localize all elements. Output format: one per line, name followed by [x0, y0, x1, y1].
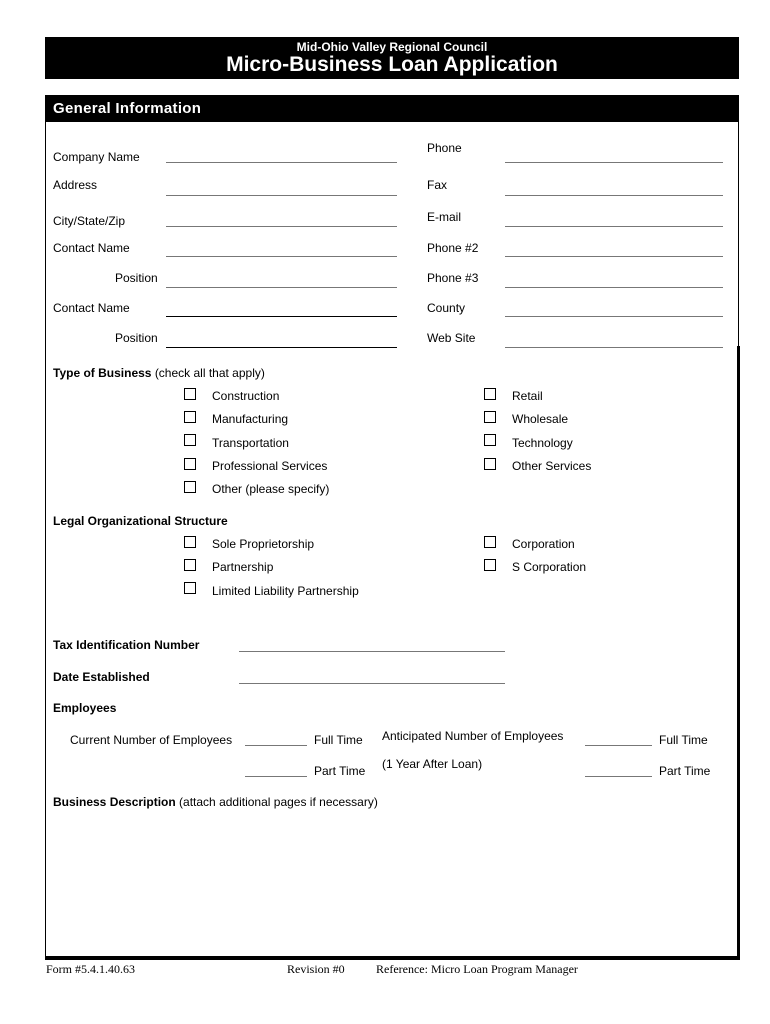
label-anticipated-part-time: Part Time: [659, 764, 711, 778]
form-header: [45, 37, 739, 79]
organization-name: Mid-Ohio Valley Regional Council: [296, 40, 488, 54]
label-current-full-time: Full Time: [314, 733, 363, 747]
business-description-area[interactable]: [53, 815, 733, 950]
anticipated-full-time-field[interactable]: [585, 745, 652, 746]
option-other-services: Other Services: [512, 459, 592, 473]
label-county: County: [427, 301, 466, 315]
company-name-field[interactable]: [166, 162, 397, 163]
option-llp: Limited Liability Partnership: [212, 584, 359, 598]
checkbox-llp[interactable]: [184, 582, 196, 594]
option-transportation: Transportation: [212, 436, 289, 450]
option-sole-proprietorship: Sole Proprietorship: [212, 537, 315, 551]
label-tax-id: Tax Identification Number: [53, 638, 200, 652]
option-other-specify: Other (please specify): [212, 482, 330, 496]
option-retail: Retail: [512, 389, 543, 403]
section-header-general-information: [45, 95, 739, 122]
phone-2-field[interactable]: [505, 256, 723, 257]
label-date-established: Date Established: [53, 670, 150, 684]
label-one-year-after-loan: (1 Year After Loan): [382, 757, 483, 771]
label-position-1: Position: [115, 271, 158, 285]
section-title: General Information: [53, 100, 202, 117]
checkbox-partnership[interactable]: [184, 559, 196, 571]
label-current-part-time: Part Time: [314, 764, 366, 778]
label-position-2: Position: [115, 331, 158, 345]
city-state-zip-field[interactable]: [166, 226, 397, 227]
option-wholesale: Wholesale: [512, 412, 569, 426]
box-shadow-right: [737, 346, 740, 960]
current-part-time-field[interactable]: [245, 776, 307, 777]
option-professional-services: Professional Services: [212, 459, 328, 473]
label-contact-name-2: Contact Name: [53, 301, 130, 315]
current-full-time-field[interactable]: [245, 745, 307, 746]
label-phone-2: Phone #2: [427, 241, 479, 255]
checkbox-wholesale[interactable]: [484, 411, 496, 423]
county-field[interactable]: [505, 316, 723, 317]
tax-id-field[interactable]: [239, 651, 505, 652]
form-title: Micro-Business Loan Application: [226, 53, 558, 76]
checkbox-technology[interactable]: [484, 434, 496, 446]
label-anticipated-employees: Anticipated Number of Employees: [382, 729, 564, 743]
footer-form-number: Form #5.4.1.40.63: [46, 962, 136, 976]
label-web-site: Web Site: [427, 331, 476, 345]
option-technology: Technology: [512, 436, 573, 450]
label-email: E-mail: [427, 210, 462, 224]
checkbox-other-specify[interactable]: [184, 481, 196, 493]
label-company-name: Company Name: [53, 150, 140, 164]
checkbox-construction[interactable]: [184, 388, 196, 400]
checkbox-professional-services[interactable]: [184, 458, 196, 470]
address-field[interactable]: [166, 195, 397, 196]
box-shadow-bottom: [45, 956, 740, 960]
option-s-corporation: S Corporation: [512, 560, 587, 574]
contact-name-2-field[interactable]: [166, 316, 397, 317]
position-1-field[interactable]: [166, 287, 397, 288]
contact-name-1-field[interactable]: [166, 256, 397, 257]
position-2-field[interactable]: [166, 347, 397, 348]
footer-reference: Reference: Micro Loan Program Manager: [376, 962, 578, 976]
label-phone: Phone: [427, 141, 462, 155]
checkbox-transportation[interactable]: [184, 434, 196, 446]
option-partnership: Partnership: [212, 560, 274, 574]
label-fax: Fax: [427, 178, 448, 192]
label-contact-name-1: Contact Name: [53, 241, 130, 255]
phone-field[interactable]: [505, 162, 723, 163]
email-field[interactable]: [505, 226, 723, 227]
phone-3-field[interactable]: [505, 287, 723, 288]
anticipated-part-time-field[interactable]: [585, 776, 652, 777]
label-current-employees: Current Number of Employees: [70, 733, 233, 747]
legal-structure-heading: Legal Organizational Structure: [53, 514, 228, 528]
option-manufacturing: Manufacturing: [212, 412, 289, 426]
checkbox-retail[interactable]: [484, 388, 496, 400]
checkbox-other-services[interactable]: [484, 458, 496, 470]
label-city-state-zip: City/State/Zip: [53, 214, 126, 228]
label-anticipated-full-time: Full Time: [659, 733, 708, 747]
employees-heading: Employees: [53, 701, 117, 715]
label-phone-3: Phone #3: [427, 271, 479, 285]
option-construction: Construction: [212, 389, 280, 403]
checkbox-manufacturing[interactable]: [184, 411, 196, 423]
label-address: Address: [53, 178, 98, 192]
footer-revision: Revision #0: [287, 962, 345, 976]
checkbox-sole-proprietorship[interactable]: [184, 536, 196, 548]
option-corporation: Corporation: [512, 537, 575, 551]
date-established-field[interactable]: [239, 683, 505, 684]
checkbox-corporation[interactable]: [484, 536, 496, 548]
type-of-business-heading: Type of Business (check all that apply): [53, 366, 265, 380]
fax-field[interactable]: [505, 195, 723, 196]
web-site-field[interactable]: [505, 347, 723, 348]
business-description-heading: Business Description (attach additional pages if necessary): [53, 795, 378, 809]
checkbox-s-corporation[interactable]: [484, 559, 496, 571]
